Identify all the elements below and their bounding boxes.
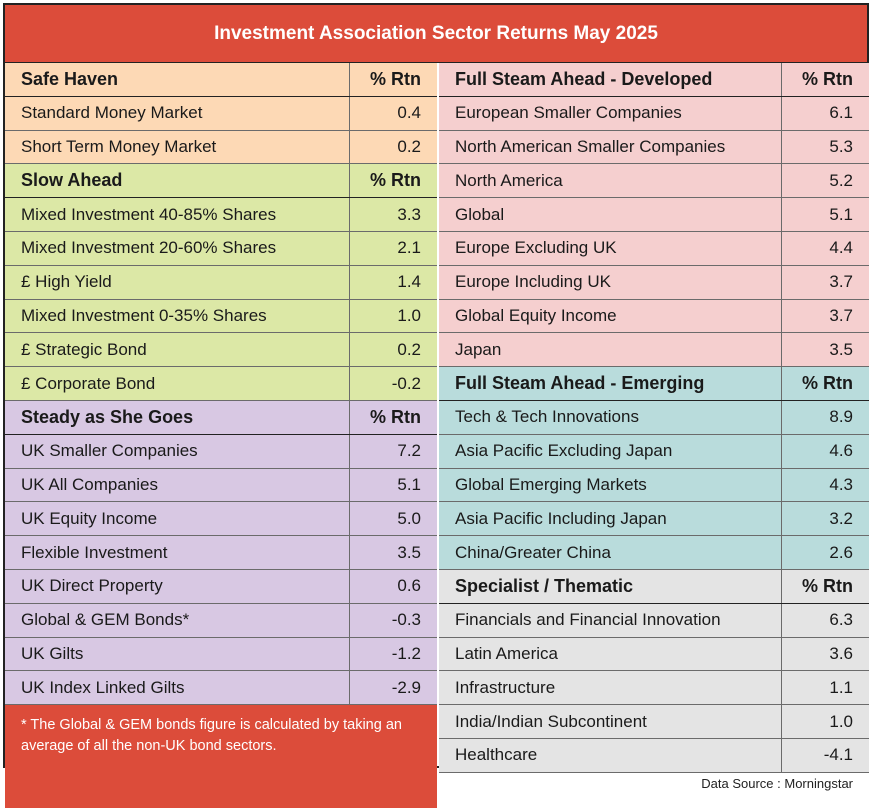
- sector-return: 2.6: [781, 536, 869, 569]
- sector-return: 3.5: [349, 536, 437, 569]
- group-header-slow-ahead: [5, 164, 437, 198]
- table-row: [5, 97, 437, 131]
- group-header-steady-as-she-goes: [5, 401, 437, 435]
- group-title: Full Steam Ahead - Emerging: [455, 373, 705, 394]
- sector-return: 0.2: [349, 333, 437, 366]
- table-row: [439, 131, 869, 165]
- sector-return: 1.0: [781, 705, 869, 738]
- table-row: [5, 536, 437, 570]
- sector-name: Standard Money Market: [21, 103, 203, 123]
- table-row: [439, 536, 869, 570]
- sector-return: 5.0: [349, 502, 437, 535]
- returns-table: [3, 3, 869, 768]
- group-title: Full Steam Ahead - Developed: [455, 68, 713, 89]
- rtn-header: % Rtn: [781, 63, 869, 96]
- sector-name: £ Strategic Bond: [21, 339, 147, 359]
- table-row: [439, 502, 869, 536]
- table-row: [439, 705, 869, 739]
- sector-return: 6.3: [781, 604, 869, 637]
- sector-return: 3.5: [781, 333, 869, 366]
- sector-name: UK Direct Property: [21, 576, 163, 596]
- sector-name: Global & GEM Bonds*: [21, 610, 190, 630]
- sector-name: Global Emerging Markets: [455, 474, 647, 494]
- sector-name: Financials and Financial Innovation: [455, 610, 721, 630]
- sector-name: Mixed Investment 0-35% Shares: [21, 305, 267, 325]
- table-row: [439, 604, 869, 638]
- sector-return: 5.3: [781, 131, 869, 164]
- table-row: [5, 131, 437, 165]
- sector-name: Global Equity Income: [455, 305, 617, 325]
- table-row: [439, 333, 869, 367]
- table-row: [439, 232, 869, 266]
- sector-return: 0.6: [349, 570, 437, 603]
- sector-name: Mixed Investment 20-60% Shares: [21, 238, 277, 258]
- sector-return: 5.1: [781, 198, 869, 231]
- table-row: [439, 164, 869, 198]
- sector-name: UK Smaller Companies: [21, 441, 198, 461]
- table-row: [5, 300, 437, 334]
- table-row: [439, 198, 869, 232]
- sector-name: European Smaller Companies: [455, 103, 682, 123]
- table-title: Investment Association Sector Returns May 2025: [5, 5, 867, 63]
- table-row: [5, 638, 437, 672]
- sector-name: Asia Pacific Including Japan: [455, 508, 667, 528]
- group-header-emerging: [439, 367, 869, 401]
- sector-return: -4.1: [781, 739, 869, 772]
- rtn-header: % Rtn: [781, 367, 869, 400]
- sector-name: Healthcare: [455, 745, 538, 765]
- sector-name: Japan: [455, 339, 502, 359]
- table-row: [439, 266, 869, 300]
- sector-return: 3.7: [781, 266, 869, 299]
- sector-return: 7.2: [349, 435, 437, 468]
- sector-return: 1.0: [349, 300, 437, 333]
- group-title: Specialist / Thematic: [455, 575, 634, 596]
- group-header-safe-haven: [5, 63, 437, 97]
- table-row: [439, 671, 869, 705]
- sector-return: 8.9: [781, 401, 869, 434]
- table-row: [439, 638, 869, 672]
- sector-name: Latin America: [455, 643, 558, 663]
- group-title: Steady as She Goes: [21, 406, 194, 427]
- sector-return: -0.3: [349, 604, 437, 637]
- sector-name: UK Gilts: [21, 643, 84, 663]
- table-row: [439, 401, 869, 435]
- sector-name: India/Indian Subcontinent: [455, 711, 647, 731]
- table-row: [5, 570, 437, 604]
- data-source: Data Source : Morningstar: [701, 776, 853, 791]
- sector-return: -2.9: [349, 671, 437, 704]
- sector-return: 4.6: [781, 435, 869, 468]
- sector-return: -1.2: [349, 638, 437, 671]
- table-row: [5, 604, 437, 638]
- table-row: [439, 739, 869, 773]
- group-header-developed: [439, 63, 869, 97]
- sector-return: -0.2: [349, 367, 437, 400]
- sector-name: £ Corporate Bond: [21, 373, 156, 393]
- sector-return: 2.1: [349, 232, 437, 265]
- table-row: [5, 671, 437, 705]
- sector-return: 6.1: [781, 97, 869, 130]
- table-row: [5, 367, 437, 401]
- sector-return: 0.2: [349, 131, 437, 164]
- sector-return: 3.7: [781, 300, 869, 333]
- sector-name: Tech & Tech Innovations: [455, 407, 639, 427]
- sector-name: North America: [455, 170, 563, 190]
- sector-return: 3.6: [781, 638, 869, 671]
- table-row: [5, 333, 437, 367]
- sector-name: Global: [455, 204, 505, 224]
- rtn-header: % Rtn: [349, 164, 437, 197]
- sector-name: China/Greater China: [455, 542, 611, 562]
- table-row: [5, 469, 437, 503]
- sector-return: 1.1: [781, 671, 869, 704]
- sector-name: Europe Excluding UK: [455, 238, 617, 258]
- sector-name: UK Index Linked Gilts: [21, 677, 185, 697]
- sector-return: 0.4: [349, 97, 437, 130]
- sector-name: Flexible Investment: [21, 542, 168, 562]
- sector-return: 1.4: [349, 266, 437, 299]
- group-title: Safe Haven: [21, 68, 119, 89]
- sector-return: 3.3: [349, 198, 437, 231]
- sector-name: UK All Companies: [21, 474, 159, 494]
- table-row: [439, 97, 869, 131]
- group-header-specialist-thematic: [439, 570, 869, 604]
- sector-return: 5.1: [349, 469, 437, 502]
- table-row: [5, 502, 437, 536]
- sector-name: North American Smaller Companies: [455, 136, 726, 156]
- footnote: * The Global & GEM bonds figure is calculated by taking an average of all the non-UK bond sectors.: [5, 705, 437, 807]
- table-row: [439, 469, 869, 503]
- rtn-header: % Rtn: [349, 63, 437, 96]
- sector-name: Asia Pacific Excluding Japan: [455, 441, 673, 461]
- sector-name: Infrastructure: [455, 677, 556, 697]
- sector-return: 4.3: [781, 469, 869, 502]
- sector-name: Short Term Money Market: [21, 136, 217, 156]
- table-row: [5, 266, 437, 300]
- sector-name: Mixed Investment 40-85% Shares: [21, 204, 277, 224]
- sector-name: £ High Yield: [21, 272, 112, 292]
- sector-name: UK Equity Income: [21, 508, 158, 528]
- table-row: [5, 198, 437, 232]
- group-title: Slow Ahead: [21, 170, 123, 191]
- table-row: [439, 435, 869, 469]
- table-row: [5, 435, 437, 469]
- table-row: [5, 232, 437, 266]
- sector-return: 5.2: [781, 164, 869, 197]
- rtn-header: % Rtn: [781, 570, 869, 603]
- rtn-header: % Rtn: [349, 401, 437, 434]
- sector-name: Europe Including UK: [455, 272, 611, 292]
- table-row: [439, 300, 869, 334]
- sector-return: 3.2: [781, 502, 869, 535]
- sector-return: 4.4: [781, 232, 869, 265]
